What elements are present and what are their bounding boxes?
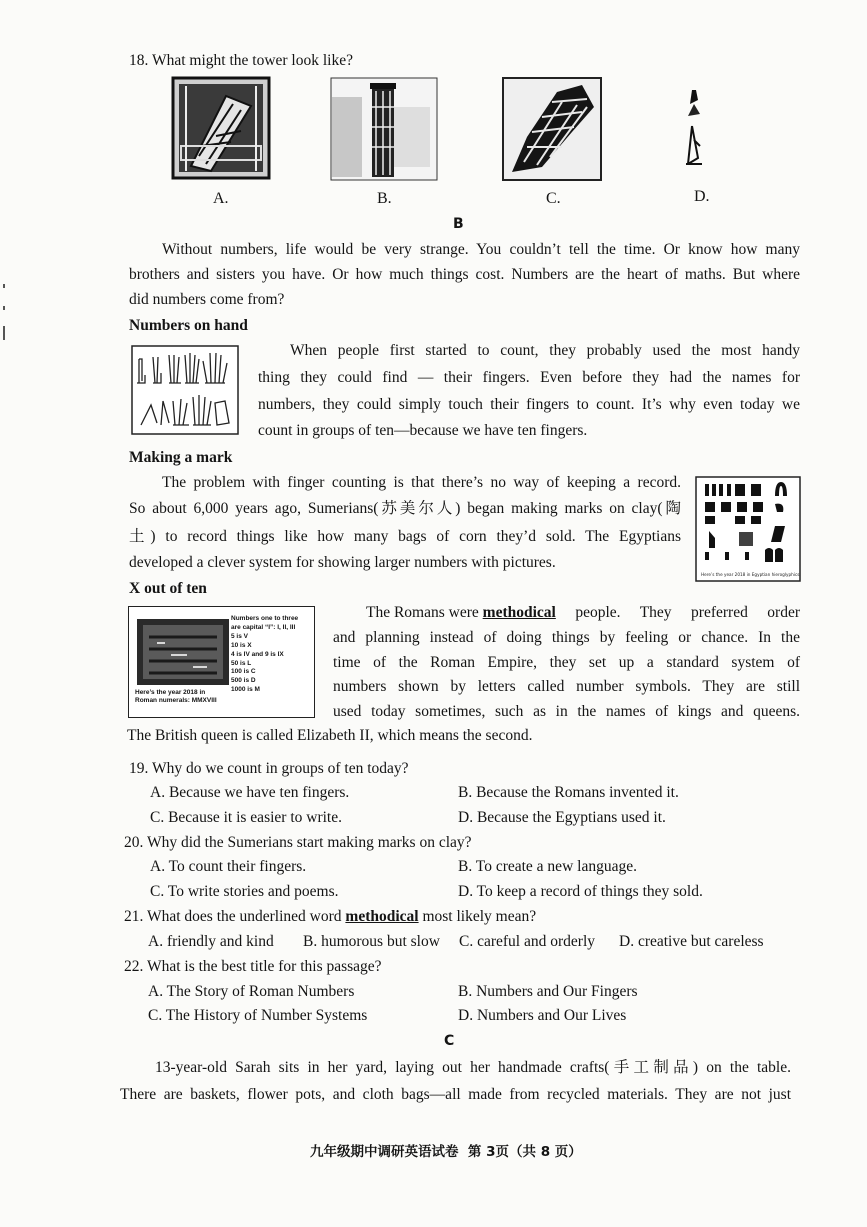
option-c-label: C. [546, 190, 561, 207]
question-20: 20. Why did the Sumerians start making marks on clay? [124, 834, 472, 851]
passage-c-line-2: There are baskets, flower pots, and cloth bags—all made from recycled materials. They are not just [120, 1086, 791, 1103]
roman-rule-4: 10 is X [231, 641, 252, 649]
q20-option-d[interactable]: D. To keep a record of things they sold. [458, 883, 703, 900]
finger-counting-image [131, 345, 239, 435]
q19-option-a[interactable]: A. Because we have ten fingers. [150, 784, 350, 801]
numbers-on-hand-line-1: When people first started to count, they probably used the most handy [290, 342, 800, 359]
option-d-label: D. [694, 188, 710, 205]
q20-option-a[interactable]: A. To count their fingers. [150, 858, 307, 875]
question-21 [124, 907, 536, 927]
q21-option-c[interactable]: C. careful and orderly [459, 933, 595, 950]
x-out-of-ten-line-6: The British queen is called Elizabeth II, which means the second. [127, 727, 533, 744]
q21-option-d[interactable]: D. creative but careless [619, 933, 764, 950]
question-22: 22. What is the best title for this passage? [124, 958, 382, 975]
roman-rule-5: 4 is IV and 9 is IX [231, 650, 284, 658]
x-out-of-ten-line-5: used today sometimes, such as in the names of kings and queens. [333, 703, 800, 720]
section-title-numbers-on-hand: Numbers on hand [129, 317, 248, 334]
roman-rule-8: 500 is D [231, 677, 256, 685]
making-a-mark-line-3: 土) to record things like how many bags of corn they’d sold. The Egyptians [129, 528, 681, 545]
q22-option-c[interactable]: C. The History of Number Systems [148, 1007, 368, 1024]
q19-option-b[interactable]: B. Because the Romans invented it. [458, 784, 679, 801]
q19-option-c[interactable]: C. Because it is easier to write. [150, 809, 342, 826]
passage-b-heading: B [453, 216, 464, 232]
passage-b-intro-1: Without numbers, life would be very strange. You couldn’t tell the time. Or know how many [162, 241, 800, 258]
question-19: 19. Why do we count in groups of ten today? [129, 760, 409, 777]
roman-rule-9: 1000 is M [231, 686, 260, 694]
egypt-caption: Here’s the year 2018 in Egyptian hieroglyphics [701, 572, 800, 577]
tower-image-b [330, 77, 438, 181]
page-footer: 九年级期中调研英语试卷 第 3页（共 8 页） [310, 1144, 582, 1160]
x-out-of-ten-line-2: and planning instead of doing things by feeling or chance. In the [333, 629, 800, 646]
q22-option-b[interactable]: B. Numbers and Our Fingers [458, 983, 638, 1000]
roman-rule-3: 5 is V [231, 632, 248, 640]
margin-mark [3, 284, 5, 288]
section-title-x-out-of-ten: X out of ten [129, 580, 207, 597]
romans-were-text: The Romans were [366, 604, 483, 621]
x-out-of-ten-line-3: time of the Roman Empire, they set up a standard system of [333, 654, 800, 671]
q22-option-d[interactable]: D. Numbers and Our Lives [458, 1007, 627, 1024]
passage-c-heading: C [444, 1033, 455, 1049]
section-title-making-a-mark: Making a mark [129, 449, 233, 466]
passage-c-line-1: 13-year-old Sarah sits in her yard, laying out her handmade crafts(手工制品) on the table. [155, 1059, 791, 1076]
roman-numerals-image [128, 606, 315, 718]
x-out-of-ten-line-4: numbers shown by letters called number symbols. They are still [333, 678, 800, 695]
making-a-mark-line-4: developed a clever system for showing larger numbers with pictures. [129, 554, 556, 571]
people-preferred-text: people. They preferred order [555, 604, 800, 621]
numbers-on-hand-line-3: numbers, they could simply touch their fingers to count. It’s why even today we [258, 396, 800, 413]
making-a-mark-line-1: The problem with finger counting is that there’s no way of keeping a record. [162, 474, 681, 491]
numbers-on-hand-line-4: count in groups of ten—because we have ten fingers. [258, 422, 588, 439]
roman-rule-1: Numbers one to three [231, 615, 299, 622]
egyptian-hieroglyphics-image [695, 476, 801, 582]
roman-rule-7: 100 is C [231, 668, 256, 676]
margin-mark [3, 306, 5, 310]
numbers-on-hand-line-2: thing they could find — their fingers. Even before they had the names for [258, 369, 800, 386]
q20-option-c[interactable]: C. To write stories and poems. [150, 883, 339, 900]
q20-option-b[interactable]: B. To create a new language. [458, 858, 637, 875]
q21-stem-post: most likely mean? [418, 908, 537, 925]
q21-stem-pre: 21. What does the underlined word [124, 908, 346, 925]
passage-b-intro-2: brothers and sisters you have. Or how much things cost. Numbers are the heart of maths. But where [129, 266, 800, 283]
making-a-mark-line-2: So about 6,000 years ago, Sumerians(苏美尔人) began making marks on clay(陶 [129, 500, 681, 517]
underlined-word-methodical: methodical [482, 604, 556, 621]
question-18: 18. What might the tower look like? [129, 52, 353, 69]
roman-year-line-1: Here’s the year 2018 in [135, 689, 206, 696]
roman-rule-2: are capital “I”: I, II, III [231, 623, 296, 631]
tower-image-c [502, 77, 602, 181]
x-out-of-ten-line-1 [366, 603, 800, 623]
q21-underlined-word: methodical [345, 908, 419, 925]
margin-mark [3, 326, 5, 340]
q21-option-a[interactable]: A. friendly and kind [148, 933, 274, 950]
tower-image-d [680, 86, 710, 170]
roman-year-line-2: Roman numerals: MMXVIII [135, 697, 217, 704]
q22-option-a[interactable]: A. The Story of Roman Numbers [148, 983, 355, 1000]
q19-option-d[interactable]: D. Because the Egyptians used it. [458, 809, 666, 826]
option-a-label: A. [213, 190, 229, 207]
passage-b-intro-3: did numbers come from? [129, 291, 285, 308]
roman-rule-6: 50 is L [231, 659, 252, 667]
q21-option-b[interactable]: B. humorous but slow [303, 933, 440, 950]
option-b-label: B. [377, 190, 392, 207]
tower-image-a [171, 76, 271, 180]
